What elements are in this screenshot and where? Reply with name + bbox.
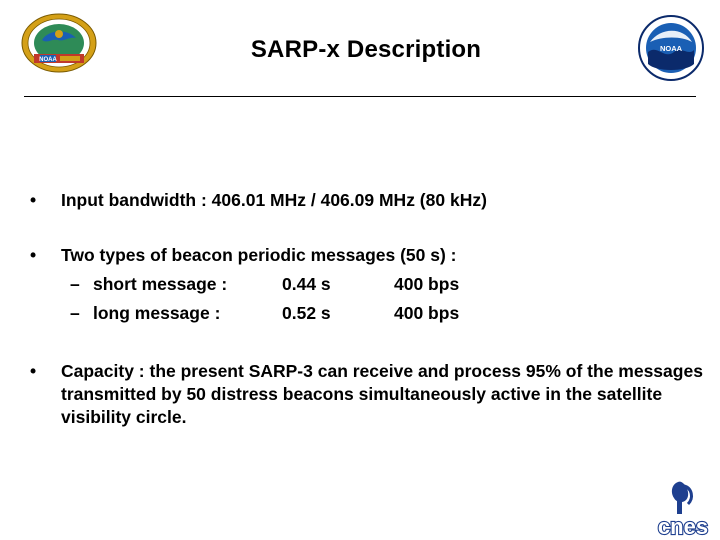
sub-marker: – (70, 303, 80, 323)
slide-title: SARP-x Description (250, 36, 482, 63)
noaa-label: NOAA (659, 44, 683, 53)
sub-duration: 0.52 s (282, 303, 331, 323)
sub-label: long message : (93, 303, 221, 323)
sub-rate: 400 bps (394, 303, 460, 323)
cnes-label: cnes (657, 514, 709, 538)
emblem-label: NOAA (39, 57, 57, 63)
sub-label: short message : (93, 274, 228, 294)
sub-rate: 400 bps (394, 274, 460, 294)
sub-marker: – (70, 274, 80, 294)
sub-duration: 0.44 s (282, 274, 331, 294)
bullet-marker: • (30, 245, 37, 265)
bullet-text: Two types of beacon periodic messages (50 s) : (61, 245, 457, 265)
title-divider (24, 96, 696, 97)
bullet-marker: • (30, 361, 37, 381)
bullet-marker: • (30, 190, 37, 210)
cnes-logo-icon (648, 478, 718, 538)
sub-item-short-message (70, 273, 490, 296)
bullet-text: Input bandwidth : 406.01 MHz / 406.09 MHz (80 kHz) (61, 190, 487, 210)
bullet-text: Capacity : the present SARP-3 can receive and process 95% of the messages transmitted by 50 distress beacons simultaneously active in the satellite visibility circle. (61, 361, 703, 427)
noaa-logo-icon (636, 14, 706, 82)
sub-item-long-message (70, 302, 490, 325)
